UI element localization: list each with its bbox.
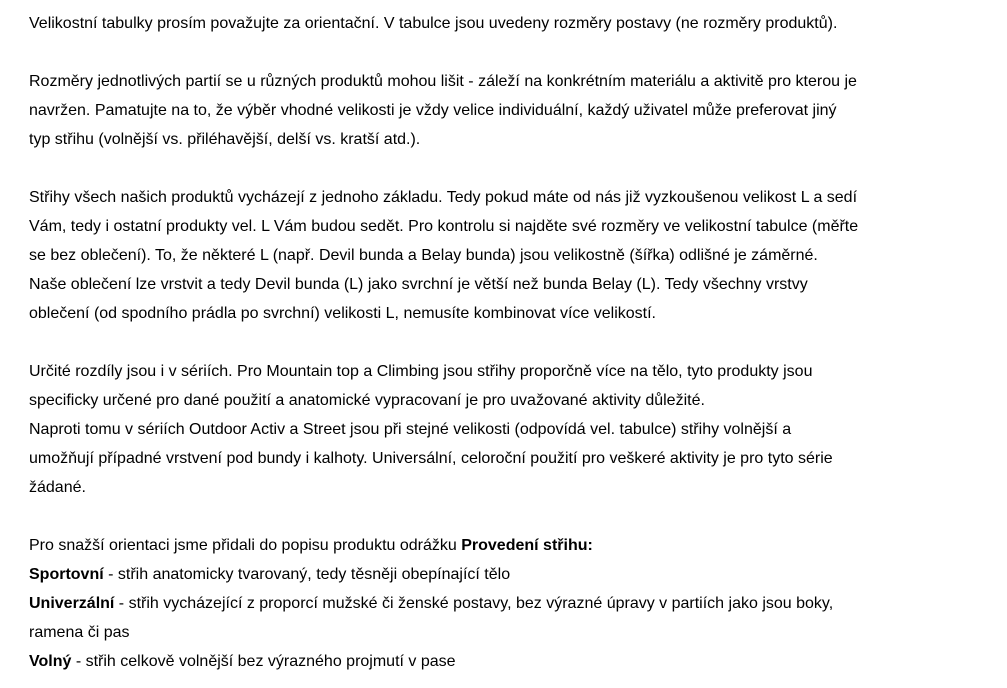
- text-line: Velikostní tabulky prosím považujte za orientační. V tabulce jsou uvedeny rozměry postavy (ne rozměry produktů).: [29, 15, 838, 32]
- text-line: Naše oblečení lze vrstvit a tedy Devil bunda (L) jako svrchní je větší než bunda Belay (L). Tedy všechny vrstvy: [29, 276, 808, 293]
- fit-desc: - střih anatomicky tvarovaný, tedy těsněji obepínající tělo: [103, 566, 511, 583]
- text-line: se bez oblečení). To, že některé L (např. Devil bunda a Belay bunda) jsou velikostně (šířka) odlišné je záměrné.: [29, 247, 818, 264]
- fit-item-univerzalni-cont: ramena či pas: [29, 624, 130, 641]
- paragraph-series-differences: [29, 357, 989, 502]
- fit-desc: - střih celkově volnější bez výrazného projmutí v pase: [71, 653, 456, 670]
- fit-term: Sportovní: [29, 566, 104, 583]
- paragraph-cuts-base: [29, 183, 989, 328]
- text-line: umožňují případné vrstvení pod bundy i kalhoty. Universální, celoroční použití pro veškeré aktivity je pro tyto série: [29, 450, 833, 467]
- text-line: Střihy všech našich produktů vycházejí z jednoho základu. Tedy pokud máte od nás již vyzkoušenou velikost L a sedí: [29, 189, 858, 206]
- fit-intro-bold: Provedení střihu:: [461, 537, 593, 554]
- text-line: Rozměry jednotlivých partií se u různých produktů mohou lišit - záleží na konkrétním materiálu a aktivitě pro kterou je: [29, 73, 857, 90]
- fit-term: Volný: [29, 653, 72, 670]
- size-info-document: [29, 9, 989, 676]
- fit-section: [29, 531, 989, 676]
- text-line: navržen. Pamatujte na to, že výběr vhodné velikosti je vždy velice individuální, každý uživatel může preferovat jiný: [29, 102, 837, 119]
- fit-item-sportovni: [29, 560, 989, 589]
- text-line: Vám, tedy i ostatní produkty vel. L Vám budou sedět. Pro kontrolu si najděte své rozměry ve velikostní tabulce (měřte: [29, 218, 859, 235]
- text-line: Naproti tomu v sériích Outdoor Activ a Street jsou při stejné velikosti (odpovídá vel. tabulce) střihy volnější a: [29, 421, 792, 438]
- fit-item-volny: [29, 647, 989, 676]
- fit-item-univerzalni: [29, 589, 989, 618]
- text-line: Určité rozdíly jsou i v sériích. Pro Mountain top a Climbing jsou střihy proporčně více na tělo, tyto produkty jsou: [29, 363, 813, 380]
- text-line: typ střihu (volnější vs. přiléhavější, delší vs. kratší atd.).: [29, 131, 421, 148]
- fit-intro: [29, 531, 989, 560]
- text-line: žádané.: [29, 479, 86, 496]
- fit-term: Univerzální: [29, 595, 115, 612]
- text-line: specificky určené pro dané použití a anatomické vypracovaní je pro uvažované aktivity důležité.: [29, 392, 705, 409]
- paragraph-measurements: [29, 67, 989, 154]
- paragraph-size-tables: [29, 9, 989, 38]
- fit-desc: - střih vycházející z proporcí mužské či ženské postavy, bez výrazné úpravy v partiích jako jsou boky,: [114, 595, 834, 612]
- fit-intro-text: Pro snažší orientaci jsme přidali do popisu produktu odrážku: [29, 537, 462, 554]
- text-line: oblečení (od spodního prádla po svrchní) velikosti L, nemusíte kombinovat více velikostí.: [29, 305, 656, 322]
